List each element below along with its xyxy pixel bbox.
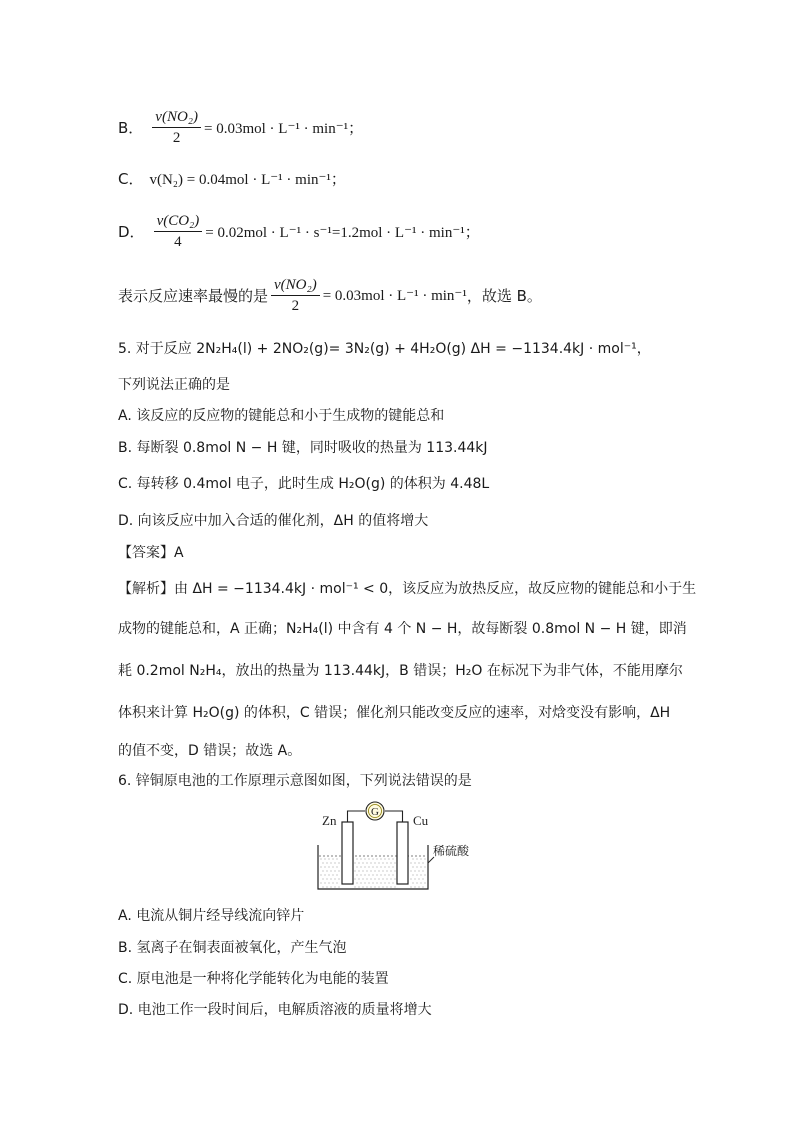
q6-option-b: B. 氢离子在铜表面被氧化，产生气泡 (118, 940, 347, 956)
solution-label: 稀硫酸 (433, 844, 470, 858)
option-label: C． (118, 170, 144, 188)
galvanic-cell-diagram (300, 795, 480, 895)
q5-analysis-line: 成物的键能总和，A 正确；N₂H₄(l) 中含有 4 个 N − H，故每断裂 0.8mol N − H 键，即消 (118, 621, 687, 637)
galvanic-cell-svg (300, 795, 480, 895)
expression-rhs: = 0.02mol · L⁻¹ · s⁻¹=1.2mol · L⁻¹ · min⁻¹； (205, 225, 480, 241)
q4-conclusion (118, 276, 542, 315)
q6-option-d: D. 电池工作一段时间后，电解质溶液的质量将增大 (118, 1002, 432, 1018)
q5-analysis-line: 的值不变，D 错误；故选 A。 (118, 743, 302, 759)
expression-rhs: = 0.03mol · L⁻¹ · min⁻¹； (204, 121, 364, 137)
q4-option-d (118, 212, 480, 251)
wire-left (348, 811, 366, 822)
zinc-electrode (342, 822, 353, 884)
copper-electrode (397, 822, 408, 884)
conclusion-tail: ，故选 B。 (466, 287, 542, 305)
zinc-label: Zn (322, 813, 337, 828)
conclusion-text: 表示反应速率最慢的是 (118, 287, 269, 305)
q5-option-c: C. 每转移 0.4mol 电子，此时生成 H₂O(g) 的体积为 4.48L (118, 476, 490, 492)
galvanometer-label: G (371, 806, 379, 818)
q5-analysis-line: 体积来计算 H₂O(g) 的体积，C 错误；催化剂只能改变反应的速率，对焓变没有影响，ΔH (118, 705, 671, 721)
q4-option-b (118, 108, 363, 147)
fraction (271, 276, 320, 315)
fraction-numerator: v(CO₂) (154, 212, 203, 232)
option-label: B． (118, 119, 144, 137)
q4-option-c (118, 168, 346, 189)
q5-option-b: B. 每断裂 0.8mol N − H 键，同时吸收的热量为 113.44kJ (118, 440, 488, 456)
expression-rhs: = 0.03mol · L⁻¹ · min⁻¹ (322, 288, 467, 304)
q5-answer: 【答案】A (118, 545, 184, 561)
fraction-numerator: v(NO₂) (152, 108, 201, 128)
fraction-numerator: v(NO₂) (271, 276, 320, 296)
q5-stem-line1: 5. 对于反应 2N₂H₄(l) + 2NO₂(g)= 3N₂(g) + 4H₂O(g) ΔH = −1134.4kJ · mol⁻¹， (118, 341, 651, 357)
fraction-denominator: 2 (172, 130, 181, 146)
q5-option-d: D. 向该反应中加入合适的催化剂，ΔH 的值将增大 (118, 513, 429, 529)
wire-right (385, 811, 403, 822)
expression: v(N₂) = 0.04mol · L⁻¹ · min⁻¹； (149, 172, 346, 188)
q5-option-a: A. 该反应的反应物的键能总和小于生成物的键能总和 (118, 408, 445, 424)
q6-option-c: C. 原电池是一种将化学能转化为电能的装置 (118, 971, 389, 987)
fraction (152, 108, 201, 147)
q6-stem: 6. 锌铜原电池的工作原理示意图如图，下列说法错误的是 (118, 773, 472, 789)
copper-label: Cu (413, 813, 429, 828)
solution-dots (321, 859, 426, 888)
option-label: D． (118, 223, 145, 241)
q6-option-a: A. 电流从铜片经导线流向锌片 (118, 908, 305, 924)
fraction-denominator: 4 (174, 234, 182, 250)
q5-analysis-line: 耗 0.2mol N₂H₄，放出的热量为 113.44kJ，B 错误；H₂O 在标况下为非气体，不能用摩尔 (118, 663, 683, 679)
fraction (154, 212, 203, 251)
q5-stem-line2: 下列说法正确的是 (118, 377, 230, 393)
q5-analysis-line: 【解析】由 ΔH = −1134.4kJ · mol⁻¹ < 0，该反应为放热反应，故反应物的键能总和小于生 (118, 581, 697, 597)
fraction-denominator: 2 (291, 298, 300, 314)
